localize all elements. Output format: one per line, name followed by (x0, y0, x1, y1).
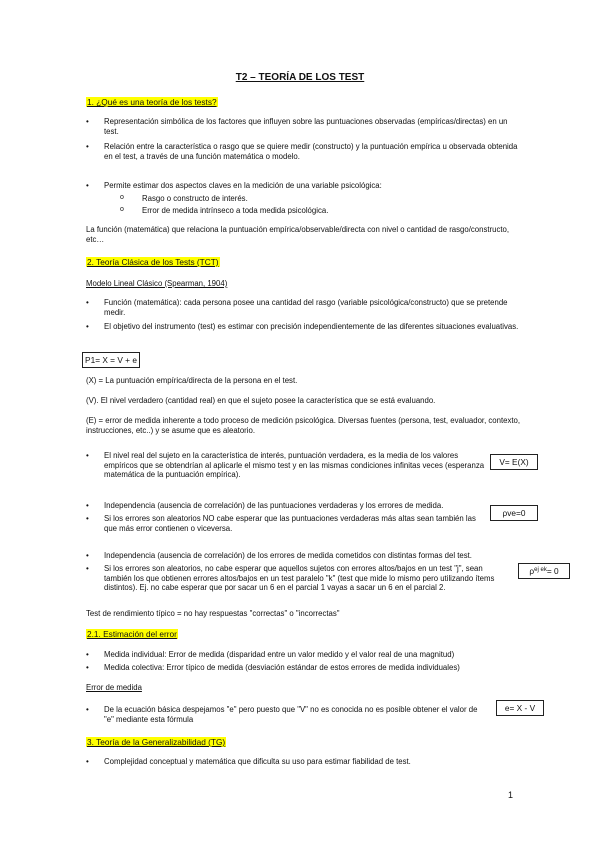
bullet-marker: • (86, 322, 89, 331)
bullet-marker: • (86, 551, 89, 560)
s2-bullet-1: Función (matemática): cada persona posee una cantidad del rasgo (variable psicológica/constructo) que se pretende medir. (104, 298, 508, 317)
error-subheading: Error de medida (86, 683, 142, 692)
page-number: 1 (508, 790, 514, 800)
s21-bullet-1: Medida individual: Error de medida (disparidad entre un valor medido y el valor real de una magnitud) (104, 650, 455, 659)
correlation-ejek-value: = 0 (546, 565, 559, 576)
bullet-marker: • (86, 181, 89, 190)
model-subheading: Modelo Lineal Clásico (Spearman, 1904) (86, 279, 228, 288)
s2-e-definition: (E) = error de medida inherente a todo proceso de medición psicológica. Diversas fuentes (persona, test, evaluador, contexto, instrucciones, etc..) y se asume que es aleatorio. (86, 416, 521, 435)
section-3-heading-text: 3. Teoría de la Generalizabilidad (TG) (87, 737, 226, 747)
bullet-marker: • (86, 564, 89, 573)
bullet-marker: • (86, 501, 89, 510)
bullet-marker: • (86, 298, 89, 307)
section-2-heading (86, 257, 220, 268)
bullet-marker: • (86, 663, 89, 672)
bullet-marker: • (86, 757, 89, 766)
s2-bullet-6: Independencia (ausencia de correlación) de los errores de medida cometidos con distintas formas del test. (104, 551, 472, 560)
s1-bullet-1: Representación simbólica de los factores que influyen sobre las puntuaciones observadas (empíricas/directas) en un test. (104, 117, 508, 136)
formula-box: P1= X = V + e (82, 352, 140, 368)
sub-bullet-marker: o (120, 194, 124, 201)
s2-bullet-4: Independencia (ausencia de correlación) de las puntuaciones verdaderas y los errores de medida. (104, 501, 444, 510)
section-2-1-heading (86, 629, 178, 640)
s2-bullet-5: Si los errores son aleatorios NO cabe esperar que las puntuaciones verdaderas más altas sean también las que más error contienen o viceversa. (104, 514, 476, 533)
bullet-marker: • (86, 514, 89, 523)
correlation-ejek-box (518, 563, 570, 579)
section-1-heading (86, 97, 218, 108)
bullet-marker: • (86, 451, 89, 460)
section-2-1-heading-text: 2.1. Estimación del error (87, 629, 177, 639)
correlation-ve-value: =0 (516, 507, 526, 518)
correlation-ejek-subscript: ej ek (534, 567, 547, 574)
s2-bullet-2: El objetivo del instrumento (test) es estimar con precisión independientemente de las diferentes situaciones evaluativas. (104, 322, 519, 331)
page-title: T2 – TEORÍA DE LOS TEST (235, 72, 365, 83)
section-1-heading-text: 1. ¿Qué es una teoría de los tests? (87, 97, 217, 107)
bullet-marker: • (86, 142, 89, 151)
true-score-box: V= E(X) (490, 454, 538, 470)
s3-bullet-1: Complejidad conceptual y matemática que dificulta su uso para estimar fiabilidad de test. (104, 757, 411, 766)
bullet-marker: • (86, 650, 89, 659)
s2-bullet-7: Si los errores son aleatorios, no cabe esperar que aquellos sujetos con errores altos/bajos en un test "j", sean también los que obtienen errores altos/bajos en un test paralelo "k" (test que mide lo mismo pero utilizando ítems distintos). Ej. no cabe esperar que por sacar un 6 en el parcial 1 vayas a sacar un 6 en el parcial 2. (104, 564, 495, 593)
bullet-marker: • (86, 117, 89, 126)
correlation-ve-symbol: ρve (502, 507, 516, 518)
s1-bullet-2: Relación entre la característica o rasgo que se quiere medir (constructo) y la puntuación empírica u observada obtenida en el test, a través de una función matemática o modelo. (104, 142, 518, 161)
s1-paragraph: La función (matemática) que relaciona la puntuación empírica/observable/directa con nivel o cantidad de rasgo/constructo, etc… (86, 225, 510, 244)
s2-bullet-3: El nivel real del sujeto en la característica de interés, puntuación verdadera, es la media de los valores empíricos que se obtendrían al aplicarle el mismo test y en las mismas condiciones infinitas veces (esperanza matemática de la puntuación empírica). (104, 451, 485, 480)
section-3-heading (86, 737, 226, 748)
section-2-heading-text: 2. Teoría Clásica de los Tests (TCT) (87, 257, 219, 267)
correlation-ve-box (490, 505, 538, 521)
s1-sub-1: Rasgo o constructo de interés. (142, 194, 248, 203)
sub-bullet-marker: o (120, 206, 124, 213)
s1-sub-2: Error de medida intrínseco a toda medida psicológica. (142, 206, 329, 215)
bullet-marker: • (86, 705, 89, 714)
s21-bullet-2: Medida colectiva: Error típico de medida (desviación estándar de estos errores de medida individuales) (104, 663, 460, 672)
typical-performance-note: Test de rendimiento típico = no hay respuestas "correctas" o "incorrectas" (86, 609, 340, 618)
s1-bullet-3: Permite estimar dos aspectos claves en la medición de una variable psicológica: (104, 181, 382, 190)
s2-x-definition: (X) = La puntuación empírica/directa de la persona en el test. (86, 376, 298, 385)
correlation-ejek-symbol: ρ (529, 565, 535, 576)
s2-v-definition: (V). El nivel verdadero (cantidad real) en que el sujeto posee la característica que se está evaluando. (86, 396, 436, 405)
error-formula-box: e= X - V (496, 700, 544, 716)
s21-bullet-3: De la ecuación básica despejamos "e" pero puesto que "V" no es conocida no es posible obtener el valor de "e" mediante esta fórmula (104, 705, 478, 724)
